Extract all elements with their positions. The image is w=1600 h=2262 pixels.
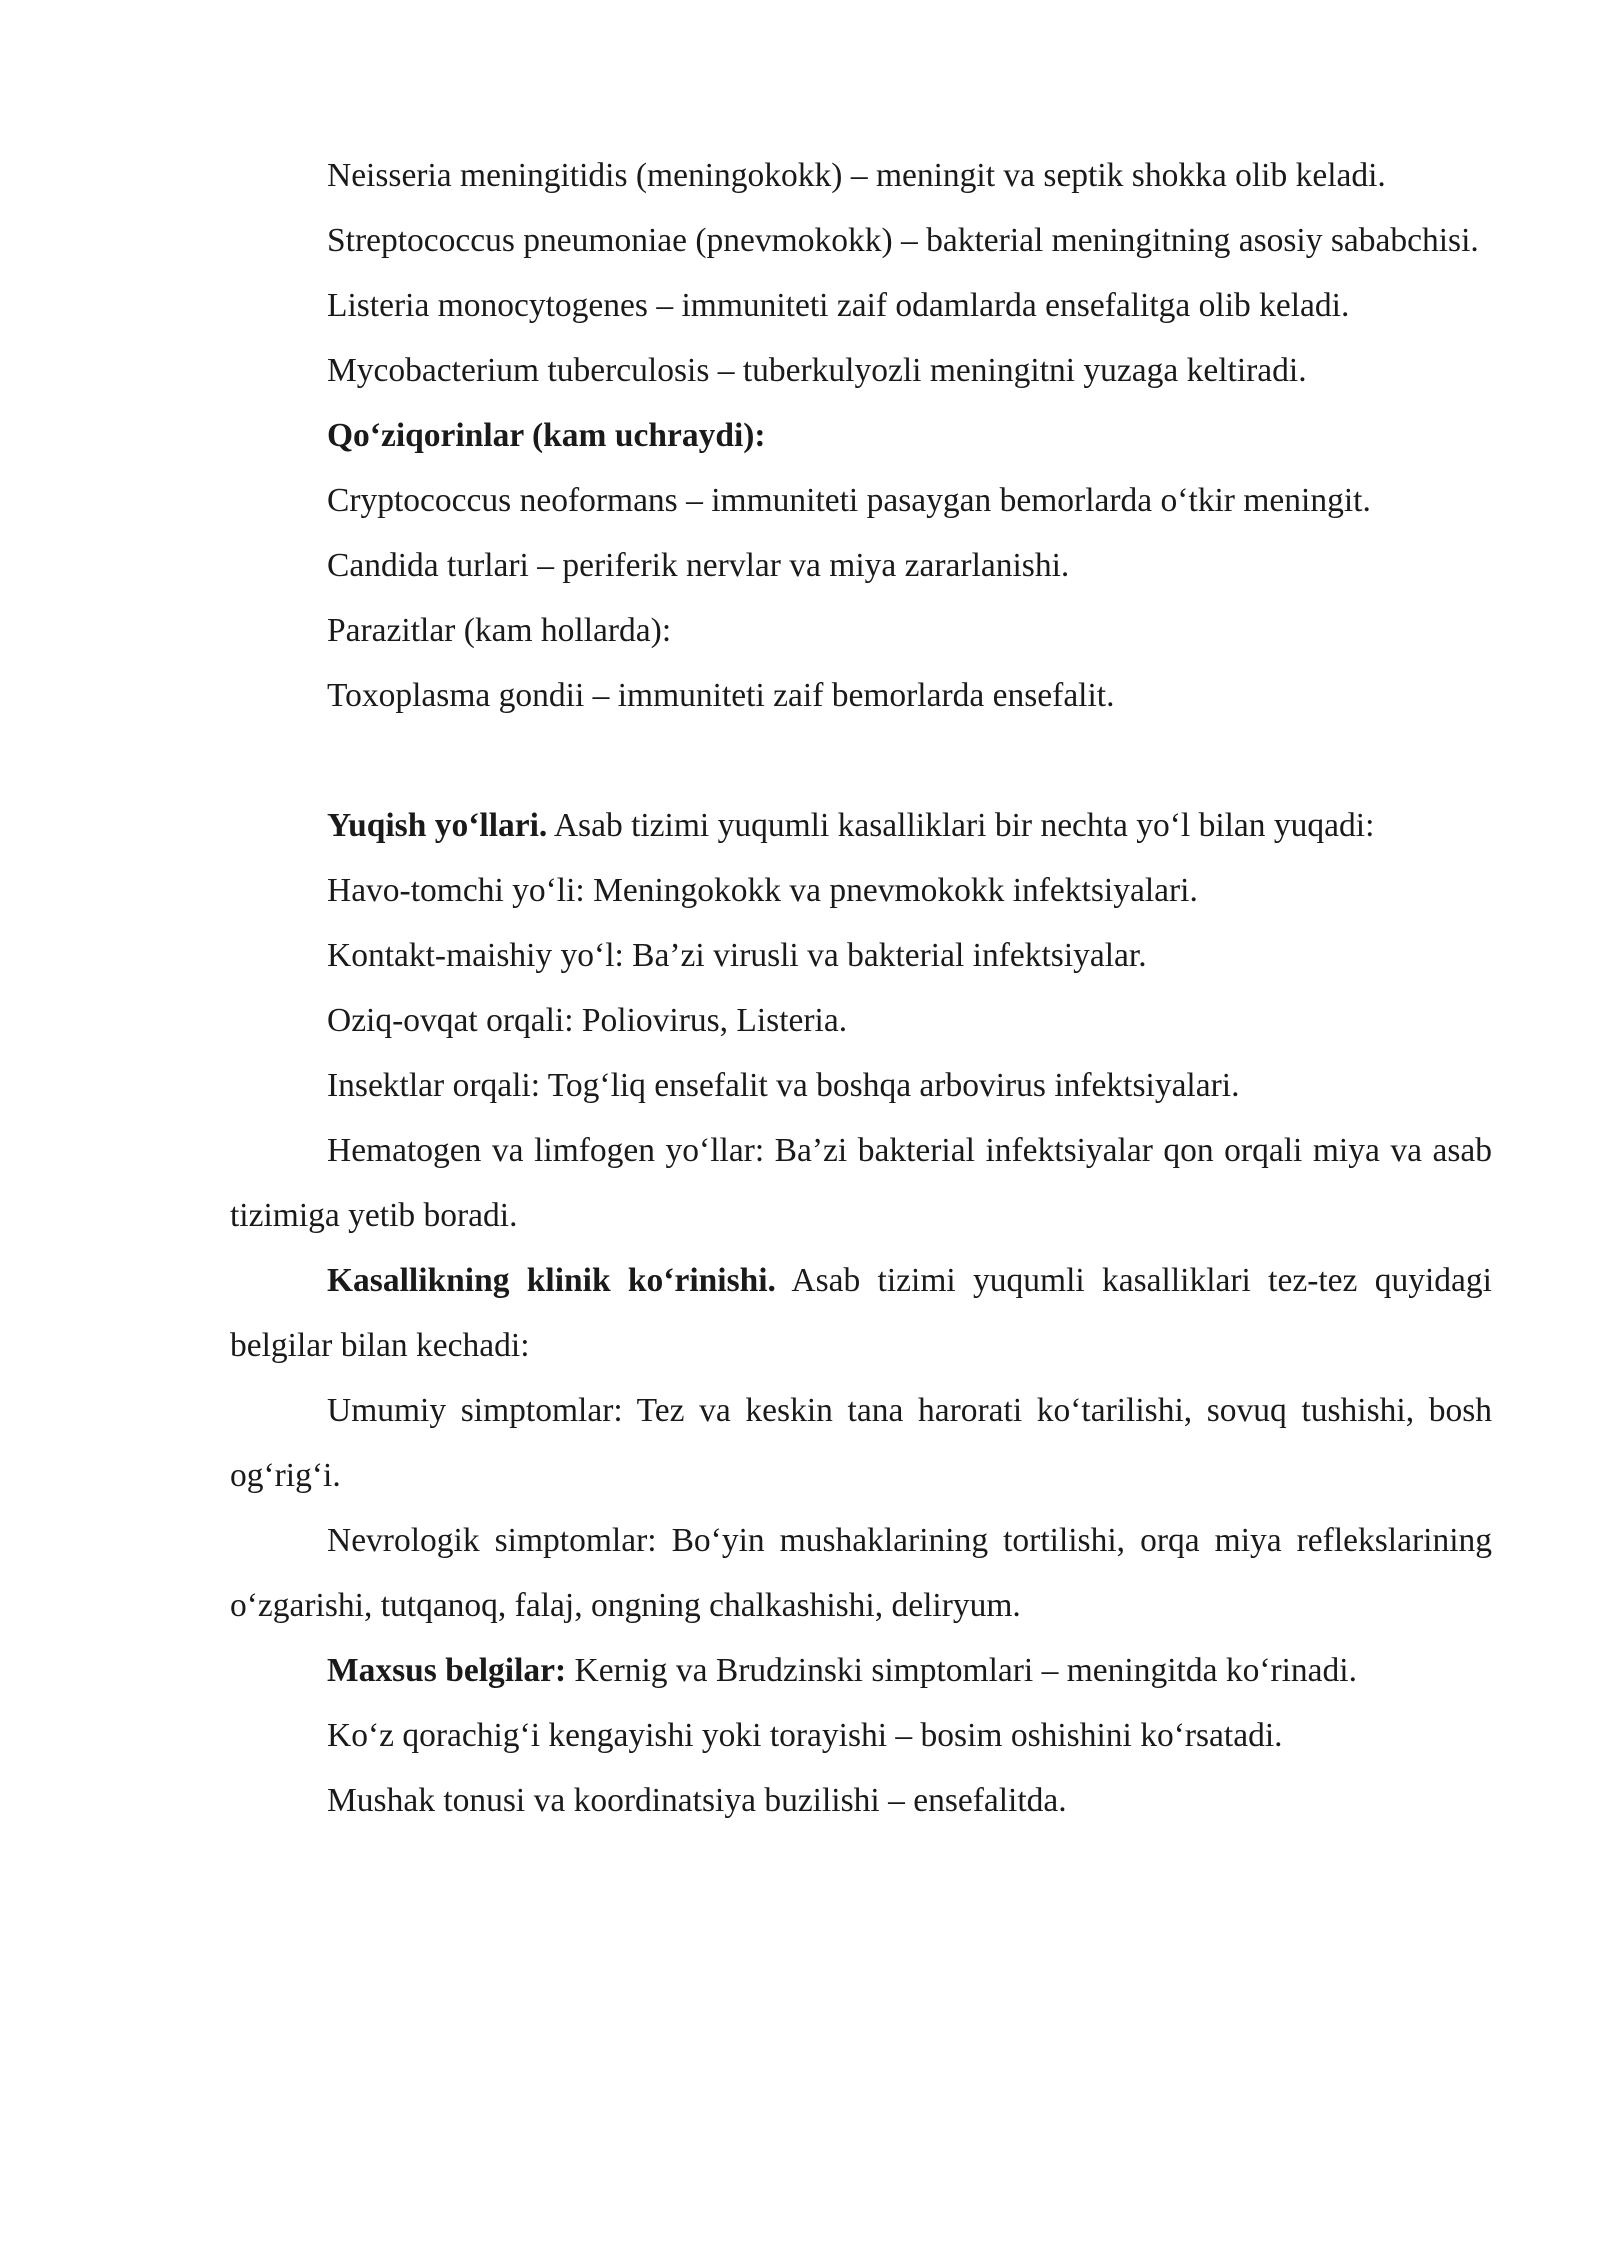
- paragraph-text: Asab tizimi yuqumli kasalliklari tez-tez quyidagi belgilar bilan kechadi:: [230, 1262, 1492, 1364]
- paragraph-text: Oziq-ovqat orqali: Poliovirus, Listeria.: [327, 1002, 848, 1039]
- paragraph-streptococcus: [230, 208, 1492, 273]
- paragraph-contact: [230, 923, 1492, 988]
- paragraph-text: Neisseria meningitidis (meningokokk) – meningit va septik shokka olib keladi.: [327, 157, 1386, 194]
- paragraph-food: [230, 988, 1492, 1053]
- paragraph-text: Kernig va Brudzinski simptomlari – meningitda ko‘rinadi.: [566, 1652, 1357, 1689]
- paragraph-airborne: [230, 858, 1492, 923]
- paragraph-text: Toxoplasma gondii – immuniteti zaif bemorlarda ensefalit.: [327, 677, 1115, 714]
- bold-heading: Yuqish yo‘llari.: [327, 807, 548, 844]
- bold-heading: Kasallikning klinik ko‘rinishi.: [327, 1262, 776, 1299]
- paragraph-fungi-heading: [230, 403, 1492, 468]
- paragraph-transmission-routes: [230, 793, 1492, 858]
- paragraph-text: Hematogen va limfogen yo‘llar: Ba’zi bakterial infektsiyalar qon orqali miya va asab tizimiga yetib boradi.: [230, 1132, 1492, 1234]
- paragraph-toxoplasma: [230, 663, 1492, 728]
- paragraph-text: Parazitlar (kam hollarda):: [327, 612, 672, 649]
- paragraph-general-symptoms: [230, 1378, 1492, 1508]
- paragraph-muscle-tone: [230, 1768, 1492, 1833]
- paragraph-parasites: [230, 598, 1492, 663]
- paragraph-neurological-symptoms: [230, 1508, 1492, 1638]
- bold-heading: Qo‘ziqorinlar (kam uchraydi):: [327, 417, 766, 454]
- document-body: [230, 143, 1492, 1833]
- paragraph-text: Umumiy simptomlar: Tez va keskin tana harorati ko‘tarilishi, sovuq tushishi, bosh og‘rig‘i.: [230, 1392, 1492, 1494]
- paragraph-text: Mushak tonusi va koordinatsiya buzilishi – ensefalitda.: [327, 1782, 1067, 1819]
- paragraph-insects: [230, 1053, 1492, 1118]
- paragraph-text: Havo-tomchi yo‘li: Meningokokk va pnevmokokk infektsiyalari.: [327, 872, 1198, 909]
- paragraph-text: Ko‘z qorachig‘i kengayishi yoki torayishi – bosim oshishini ko‘rsatadi.: [327, 1717, 1283, 1754]
- paragraph-cryptococcus: [230, 468, 1492, 533]
- paragraph-text: Insektlar orqali: Tog‘liq ensefalit va boshqa arbovirus infektsiyalari.: [327, 1067, 1240, 1104]
- paragraph-neisseria: [230, 143, 1492, 208]
- paragraph-text: Asab tizimi yuqumli kasalliklari bir nechta yo‘l bilan yuqadi:: [547, 807, 1375, 844]
- paragraph-text: Cryptococcus neoformans – immuniteti pasaygan bemorlarda o‘tkir meningit.: [327, 482, 1371, 519]
- paragraph-text: Kontakt-maishiy yo‘l: Ba’zi virusli va bakterial infektsiyalar.: [327, 937, 1147, 974]
- paragraph-clinical-picture: [230, 1248, 1492, 1378]
- bold-heading: Maxsus belgilar:: [327, 1652, 567, 1689]
- paragraph-hematogenous: [230, 1118, 1492, 1248]
- paragraph-text: Streptococcus pneumoniae (pnevmokokk) – bakterial meningitning asosiy sababchisi.: [327, 222, 1479, 259]
- paragraph-mycobacterium: [230, 338, 1492, 403]
- paragraph-text: Nevrologik simptomlar: Bo‘yin mushaklarining tortilishi, orqa miya reflekslarining o‘zgarishi, tutqanoq, falaj, ongning chalkashishi, deliryum.: [230, 1522, 1492, 1624]
- paragraph-text: Listeria monocytogenes – immuniteti zaif odamlarda ensefalitga olib keladi.: [327, 287, 1350, 324]
- blank-line: [230, 728, 1492, 793]
- paragraph-text: Candida turlari – periferik nervlar va miya zararlanishi.: [327, 547, 1070, 584]
- paragraph-specific-signs: [230, 1638, 1492, 1703]
- paragraph-pupils: [230, 1703, 1492, 1768]
- paragraph-candida: [230, 533, 1492, 598]
- paragraph-text: Mycobacterium tuberculosis – tuberkulyozli meningitni yuzaga keltiradi.: [327, 352, 1307, 389]
- paragraph-listeria: [230, 273, 1492, 338]
